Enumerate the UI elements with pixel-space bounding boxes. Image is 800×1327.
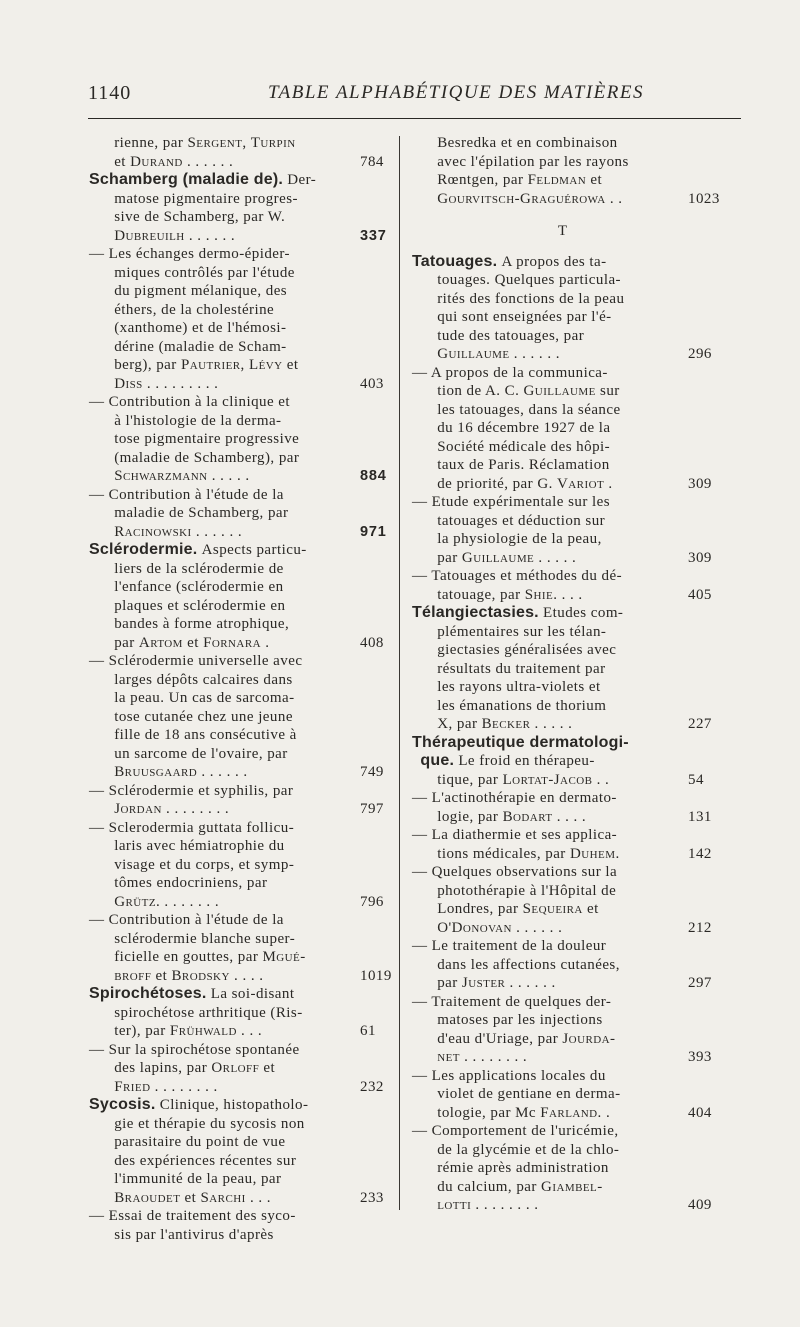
page-reference: 784 bbox=[360, 153, 384, 170]
author-name: Gourvitsch-Graguérowa bbox=[437, 190, 606, 207]
entry-line: Rœntgen, par Feldman et bbox=[437, 172, 603, 188]
entry-line: — A propos de la communica- bbox=[412, 364, 608, 381]
page-reference: 233 bbox=[360, 1189, 384, 1206]
page-reference: 405 bbox=[688, 586, 712, 603]
entry-line: Besredka et en combinaison bbox=[437, 135, 618, 151]
entry-line: que. Le froid en thérapeu- bbox=[420, 752, 595, 769]
author-name: Orloff bbox=[211, 1060, 260, 1076]
author-name: Pautrier bbox=[180, 357, 241, 373]
entry-line: matoses par les injections bbox=[437, 1012, 603, 1028]
entry-line: — Sur la spirochétose spontanée bbox=[89, 1041, 300, 1058]
entry-line: Bruusgaard . . . . . . 749 bbox=[114, 764, 384, 780]
page-reference: 142 bbox=[688, 845, 712, 862]
entry-line: par Artom et Fornara . 408 bbox=[114, 634, 384, 651]
entry-line: d'eau d'Uriage, par Jourda- bbox=[437, 1030, 616, 1047]
author-name: Durand bbox=[130, 153, 183, 170]
entry-line: Racinowski . . . . . . 971 bbox=[114, 523, 387, 540]
entry-line: O'Donovan . . . . . . 212 bbox=[437, 919, 712, 936]
author-name: Artom bbox=[138, 634, 183, 651]
index-entry bbox=[89, 819, 384, 912]
entry-line: avec l'épilation par les rayons bbox=[437, 153, 629, 170]
entry-line: bandes à forme atrophique, bbox=[114, 616, 290, 632]
entry-line: ficielle en gouttes, par Mgué- bbox=[114, 949, 306, 965]
index-entry bbox=[412, 493, 714, 567]
entry-line: tatouages et déduction sur bbox=[437, 512, 606, 529]
page-reference: 61 bbox=[360, 1023, 376, 1039]
entry-line: gie et thérapie du sycosis non bbox=[114, 1115, 305, 1132]
author-name: Racinowski bbox=[114, 523, 192, 540]
entry-line: du 16 décembre 1927 de la bbox=[437, 420, 611, 436]
entry-line: — Sclérodermie et syphilis, par bbox=[89, 782, 294, 799]
entry-line: Diss . . . . . . . . . 403 bbox=[114, 375, 384, 392]
author-name: Sequeira bbox=[522, 901, 583, 917]
author-name: Frühwald bbox=[169, 1023, 237, 1039]
index-entry bbox=[412, 253, 714, 364]
index-entry bbox=[412, 937, 714, 993]
entry-line: tions médicales, par Duhem. 142 bbox=[437, 845, 712, 862]
author-name: Lévy bbox=[248, 357, 283, 373]
entry-line: Braoudet et Sarchi . . . 233 bbox=[114, 1189, 384, 1206]
author-name: Turpin bbox=[250, 135, 296, 151]
entry-line: Londres, par Sequeira et bbox=[437, 901, 599, 917]
entry-headword: Sclérodermie. bbox=[89, 541, 198, 558]
entry-line: — La diathermie et ses applica- bbox=[412, 827, 618, 843]
author-name: Bruusgaard bbox=[114, 764, 198, 780]
page-number: 1140 bbox=[88, 82, 132, 104]
entry-line: taux de Paris. Réclamation bbox=[437, 457, 610, 473]
page-reference: 1019 bbox=[360, 967, 392, 984]
entry-line: tose pigmentaire progressive bbox=[114, 431, 300, 447]
entry-line: berg), par Pautrier, Lévy et bbox=[114, 357, 299, 373]
page-reference: 297 bbox=[688, 975, 712, 991]
entry-line: parasitaire du point de vue bbox=[114, 1134, 286, 1150]
entry-line: broff et Brodsky . . . . 1019 bbox=[114, 967, 392, 984]
entry-line: — Tatouages et méthodes du dé- bbox=[412, 568, 623, 584]
author-name: Brodsky bbox=[171, 967, 230, 984]
entry-line: tômes endocriniens, par bbox=[114, 875, 268, 891]
page-reference: 296 bbox=[688, 346, 712, 362]
page-reference: 212 bbox=[688, 919, 712, 936]
entry-line: matose pigmentaire progres- bbox=[114, 190, 298, 207]
author-name: Braoudet bbox=[114, 1189, 181, 1206]
entry-line: — Etude expérimentale sur les bbox=[412, 494, 610, 510]
entry-line: Schwarzmann . . . . . 884 bbox=[114, 468, 387, 484]
right-column bbox=[412, 134, 720, 1215]
entry-line: — Contribution à l'étude de la bbox=[89, 912, 284, 928]
left-column bbox=[89, 134, 392, 1244]
page-reference: 54 bbox=[688, 771, 704, 788]
entry-line: visage et du corps, et symp- bbox=[114, 856, 295, 873]
entry-line: lotti . . . . . . . . 409 bbox=[437, 1197, 712, 1213]
entry-line: des expériences récentes sur bbox=[114, 1152, 297, 1169]
entry-line: du calcium, par Giambel- bbox=[437, 1178, 603, 1195]
entry-headword: Télangiectasies. bbox=[412, 604, 539, 621]
entry-headword: que. bbox=[420, 752, 455, 769]
index-entry bbox=[412, 734, 714, 790]
entry-line: laris avec hémiatrophie du bbox=[114, 838, 285, 854]
entry-line: rienne, par Sergent, Turpin bbox=[114, 135, 296, 151]
author-name: Becker bbox=[481, 716, 531, 732]
entry-line: (xanthome) et de l'hémosi- bbox=[114, 320, 287, 336]
index-entry bbox=[89, 541, 384, 652]
page-reference: 796 bbox=[360, 893, 384, 910]
index-entry bbox=[412, 604, 714, 734]
entry-line: plaques et sclérodermie en bbox=[114, 597, 286, 614]
entry-line: du pigment mélanique, des bbox=[114, 283, 288, 299]
entry-line: rités des fonctions de la peau bbox=[437, 290, 625, 307]
page-reference: 403 bbox=[360, 375, 384, 392]
page-reference: 309 bbox=[688, 475, 712, 492]
entry-line: Gourvitsch-Graguérowa . . 1023 bbox=[437, 190, 720, 207]
section-letter: T bbox=[557, 223, 569, 239]
entry-line: les émanations de thorium bbox=[437, 697, 607, 714]
author-name: Shie bbox=[524, 586, 554, 603]
author-name: Guillaume bbox=[437, 346, 510, 362]
header-rule bbox=[88, 118, 741, 119]
page-reference: 232 bbox=[360, 1078, 384, 1095]
author-name: net bbox=[437, 1049, 460, 1065]
author-name: broff bbox=[114, 967, 152, 984]
index-entry bbox=[89, 245, 384, 393]
entry-line: — Sclerodermia guttata follicu- bbox=[89, 819, 295, 836]
entry-line: sclérodermie blanche super- bbox=[114, 930, 296, 947]
index-entry bbox=[412, 1067, 714, 1123]
entry-line: net . . . . . . . . 393 bbox=[437, 1049, 712, 1065]
author-name: Sergent bbox=[187, 135, 243, 151]
index-entry bbox=[412, 993, 714, 1067]
entry-line: tude des tatouages, par bbox=[437, 327, 585, 344]
index-entry bbox=[412, 1122, 714, 1215]
entry-line: Guillaume . . . . . . 296 bbox=[437, 346, 712, 362]
author-name: Farland bbox=[540, 1104, 598, 1121]
entry-line: rémie après administration bbox=[437, 1160, 609, 1176]
entry-line: Jordan . . . . . . . . 797 bbox=[114, 801, 384, 817]
entry-line: logie, par Bodart . . . . 131 bbox=[437, 808, 712, 825]
entry-line: — Contribution à l'étude de la bbox=[89, 486, 284, 503]
page-reference: 131 bbox=[688, 808, 712, 825]
entry-line: à l'histologie de la derma- bbox=[114, 412, 282, 429]
index-entry bbox=[89, 911, 392, 985]
entry-headword: Tatouages. bbox=[412, 252, 498, 270]
entry-headword: Schamberg (maladie de). bbox=[89, 171, 283, 188]
page-reference: 227 bbox=[688, 716, 712, 732]
entry-line: sive de Schamberg, par W. bbox=[114, 209, 286, 225]
entry-line: éthers, de la cholestérine bbox=[114, 301, 275, 318]
index-entry bbox=[89, 1207, 376, 1244]
entry-line: X, par Becker . . . . . 227 bbox=[437, 716, 712, 732]
entry-line: dans les affections cutanées, bbox=[437, 956, 620, 973]
entry-line: Grütz. . . . . . . . 796 bbox=[114, 893, 384, 910]
entry-line: l'enfance (sclérodermie en bbox=[114, 579, 284, 595]
index-entry bbox=[412, 789, 714, 826]
entry-line: des lapins, par Orloff et bbox=[114, 1060, 276, 1076]
entry-line: — Essai de traitement des syco- bbox=[89, 1208, 296, 1224]
entry-line: tique, par Lortat-Jacob . . 54 bbox=[437, 771, 704, 788]
author-name: Fornara bbox=[203, 634, 262, 651]
entry-line: Sclérodermie. Aspects particu- bbox=[89, 541, 307, 558]
entry-line: — Quelques observations sur la bbox=[412, 864, 618, 880]
entry-line: par Juster . . . . . . 297 bbox=[437, 975, 712, 991]
author-name: lotti bbox=[437, 1197, 472, 1213]
page-reference: 884 bbox=[360, 468, 387, 484]
entry-headword: Spirochétoses. bbox=[89, 985, 207, 1002]
column-divider bbox=[399, 136, 400, 1210]
entry-line: violet de gentiane en derma- bbox=[437, 1086, 621, 1102]
author-name: Feldman bbox=[527, 172, 587, 188]
entry-line: de la glycémie et de la chlo- bbox=[437, 1141, 620, 1158]
entry-line: — Les applications locales du bbox=[412, 1067, 606, 1084]
entry-line: — Sclérodermie universelle avec bbox=[89, 653, 303, 669]
entry-line: — Traitement de quelques der- bbox=[412, 993, 612, 1010]
index-entry bbox=[89, 393, 387, 486]
entry-line: Tatouages. A propos des ta- bbox=[412, 252, 607, 270]
entry-line: tion de A. C. Guillaume sur bbox=[437, 383, 620, 399]
page-reference: 971 bbox=[360, 523, 387, 540]
entry-headword: Sycosis. bbox=[89, 1096, 156, 1113]
author-name: Guillaume bbox=[523, 383, 596, 399]
entry-line: un sarcome de l'ovaire, par bbox=[114, 745, 288, 762]
entry-line: liers de la sclérodermie de bbox=[114, 560, 284, 577]
page-reference: 408 bbox=[360, 634, 384, 651]
entry-line: (maladie de Schamberg), par bbox=[114, 449, 300, 466]
author-name: Sarchi bbox=[200, 1189, 246, 1206]
entry-line: les rayons ultra-violets et bbox=[437, 679, 601, 695]
entry-line: — Le traitement de la douleur bbox=[412, 938, 607, 954]
entry-line: touages. Quelques particula- bbox=[437, 272, 621, 288]
author-name: Variot bbox=[557, 475, 605, 492]
author-name: Diss bbox=[114, 375, 143, 392]
entry-line: tatouage, par Shie. . . . 405 bbox=[437, 586, 712, 603]
entry-line: plémentaires sur les télan- bbox=[437, 623, 607, 640]
page-reference: 749 bbox=[360, 764, 384, 780]
index-entry bbox=[412, 134, 720, 208]
author-name: Fried bbox=[114, 1078, 151, 1095]
entry-line: Fried . . . . . . . . 232 bbox=[114, 1078, 384, 1095]
page-reference: 409 bbox=[688, 1197, 712, 1213]
entry-line: ter), par Frühwald . . . 61 bbox=[114, 1023, 376, 1039]
entry-line: la peau. Un cas de sarcoma- bbox=[114, 690, 295, 706]
entry-line: tose cutanée chez une jeune bbox=[114, 708, 293, 725]
entry-line: les tatouages, dans la séance bbox=[437, 401, 621, 418]
author-name: Schwarzmann bbox=[114, 468, 208, 484]
entry-line: la physiologie de la peau, bbox=[437, 531, 602, 547]
entry-line: larges dépôts calcaires dans bbox=[114, 671, 293, 688]
author-name: Grütz bbox=[114, 893, 157, 910]
entry-line: Spirochétoses. La soi-disant bbox=[89, 985, 295, 1002]
entry-headword: Thérapeutique dermatologi- bbox=[412, 733, 629, 751]
entry-line: — Contribution à la clinique et bbox=[89, 394, 290, 410]
index-entry bbox=[412, 826, 714, 863]
entry-line: de priorité, par G. Variot . 309 bbox=[437, 475, 712, 492]
entry-line: spirochétose arthritique (Ris- bbox=[114, 1004, 303, 1021]
entry-line bbox=[412, 734, 714, 753]
index-entry bbox=[412, 567, 714, 604]
author-name: Giambel- bbox=[541, 1178, 603, 1195]
index-entry bbox=[89, 1096, 384, 1207]
author-name: Jordan bbox=[114, 801, 162, 817]
entry-line: — L'actinothérapie en dermato- bbox=[412, 790, 617, 806]
entry-line: photothérapie à l'Hôpital de bbox=[437, 882, 617, 899]
index-entry bbox=[89, 652, 384, 782]
entry-line: qui sont enseignées par l'é- bbox=[437, 309, 612, 325]
author-name: Jourda- bbox=[562, 1030, 616, 1047]
page-reference: 797 bbox=[360, 801, 384, 817]
index-entry bbox=[89, 1041, 384, 1097]
entry-line: Sycosis. Clinique, histopatholo- bbox=[89, 1096, 309, 1113]
entry-line: dérine (maladie de Scham- bbox=[114, 338, 287, 355]
page-reference: 404 bbox=[688, 1104, 712, 1121]
entry-line: Dubreuilh . . . . . . 337 bbox=[114, 227, 387, 244]
entry-line: fille de 18 ans consécutive à bbox=[114, 727, 297, 743]
entry-line: sis par l'antivirus d'après bbox=[114, 1226, 274, 1243]
index-entry bbox=[89, 782, 384, 819]
entry-line: miques contrôlés par l'étude bbox=[114, 264, 295, 281]
page-reference: 337 bbox=[360, 227, 387, 244]
index-entry bbox=[89, 171, 387, 245]
page-reference: 309 bbox=[688, 549, 712, 566]
author-name: Mgué- bbox=[262, 949, 306, 965]
index-entry bbox=[89, 985, 376, 1041]
author-name: O'Donovan bbox=[437, 919, 512, 936]
index-entry bbox=[412, 364, 714, 494]
author-name: Guillaume bbox=[461, 549, 535, 566]
entry-line: l'immunité de la peau, par bbox=[114, 1171, 282, 1187]
author-name: Lortat-Jacob bbox=[502, 771, 593, 788]
entry-line: — Les échanges dermo-épider- bbox=[89, 246, 290, 262]
index-entry bbox=[412, 863, 714, 937]
entry-line: résultats du traitement par bbox=[437, 660, 606, 677]
entry-line: giectasies généralisées avec bbox=[437, 642, 617, 658]
index-entry bbox=[89, 486, 387, 542]
index-entry bbox=[89, 134, 384, 171]
entry-line: maladie de Schamberg, par bbox=[114, 505, 289, 521]
entry-line: et Durand . . . . . . 784 bbox=[114, 153, 384, 170]
author-name: Duhem bbox=[569, 845, 616, 862]
entry-line: — Comportement de l'uricémie, bbox=[412, 1123, 619, 1139]
page-reference: 1023 bbox=[688, 190, 720, 207]
page-reference: 393 bbox=[688, 1049, 712, 1065]
running-title: TABLE ALPHABÉTIQUE DES MATIÈRES bbox=[268, 82, 644, 103]
entry-line: Télangiectasies. Etudes com- bbox=[412, 604, 624, 621]
author-name: Dubreuilh bbox=[114, 227, 185, 244]
author-name: Bodart bbox=[502, 808, 553, 825]
entry-line: Schamberg (maladie de). Der- bbox=[89, 171, 317, 188]
entry-line: Société médicale des hôpi- bbox=[437, 438, 611, 455]
entry-line: par Guillaume . . . . . 309 bbox=[437, 549, 712, 566]
entry-line: tologie, par Mc Farland. . 404 bbox=[437, 1104, 712, 1121]
author-name: Juster bbox=[461, 975, 506, 991]
